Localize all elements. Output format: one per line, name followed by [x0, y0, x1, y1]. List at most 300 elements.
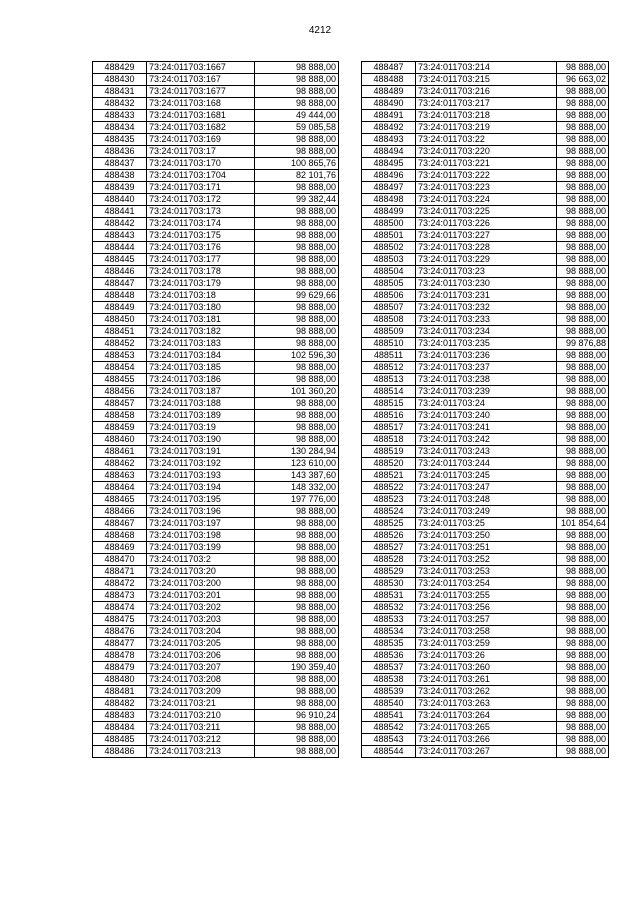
cadastral-value: 98 888,00: [557, 290, 609, 302]
cadastral-value: 98 888,00: [557, 278, 609, 290]
cadastral-number: 73:24:011703:167: [147, 74, 255, 86]
row-number: 488491: [362, 110, 416, 122]
cadastral-number: 73:24:011703:261: [416, 674, 557, 686]
cadastral-value: 98 888,00: [255, 422, 339, 434]
cadastral-number: 73:24:011703:198: [147, 530, 255, 542]
cadastral-number: 73:24:011703:232: [416, 302, 557, 314]
cadastral-value: 101 360,20: [255, 386, 339, 398]
row-number: 488464: [93, 482, 147, 494]
row-number: 488517: [362, 422, 416, 434]
cadastral-number: 73:24:011703:174: [147, 218, 255, 230]
row-number: 488495: [362, 158, 416, 170]
cadastral-number: 73:24:011703:254: [416, 578, 557, 590]
row-number: 488450: [93, 314, 147, 326]
row-number: 488455: [93, 374, 147, 386]
cadastral-value: 143 387,60: [255, 470, 339, 482]
cadastral-value: 99 382,44: [255, 194, 339, 206]
table-row: [93, 602, 339, 614]
cadastral-number: 73:24:011703:247: [416, 482, 557, 494]
row-number: 488463: [93, 470, 147, 482]
table-row: [93, 290, 339, 302]
cadastral-number: 73:24:011703:180: [147, 302, 255, 314]
cadastral-value: 98 888,00: [255, 434, 339, 446]
cadastral-value: 98 888,00: [255, 518, 339, 530]
cadastral-value: 98 888,00: [255, 230, 339, 242]
row-number: 488479: [93, 662, 147, 674]
row-number: 488494: [362, 146, 416, 158]
table-row: [362, 686, 609, 698]
row-number: 488490: [362, 98, 416, 110]
table-row: [93, 398, 339, 410]
cadastral-value: 98 888,00: [557, 302, 609, 314]
table-row: [362, 266, 609, 278]
table-row: [362, 374, 609, 386]
row-number: 488445: [93, 254, 147, 266]
table-row: [362, 242, 609, 254]
cadastral-number: 73:24:011703:214: [416, 62, 557, 74]
cadastral-number: 73:24:011703:208: [147, 674, 255, 686]
cadastral-value: 98 888,00: [557, 710, 609, 722]
cadastral-value: 98 888,00: [557, 698, 609, 710]
table-row: [362, 662, 609, 674]
row-number: 488489: [362, 86, 416, 98]
row-number: 488519: [362, 446, 416, 458]
cadastral-value: 98 888,00: [557, 662, 609, 674]
cadastral-number: 73:24:011703:176: [147, 242, 255, 254]
table-row: [93, 422, 339, 434]
cadastral-value: 98 888,00: [255, 614, 339, 626]
row-number: 488487: [362, 62, 416, 74]
cadastral-value: 98 888,00: [557, 206, 609, 218]
cadastral-number: 73:24:011703:209: [147, 686, 255, 698]
cadastral-number: 73:24:011703:1682: [147, 122, 255, 134]
table-row: [93, 110, 339, 122]
table-row: [93, 650, 339, 662]
cadastral-number: 73:24:011703:235: [416, 338, 557, 350]
table-row: [362, 482, 609, 494]
table-row: [93, 470, 339, 482]
row-number: 488482: [93, 698, 147, 710]
cadastral-value: 98 888,00: [557, 614, 609, 626]
cadastral-number: 73:24:011703:24: [416, 398, 557, 410]
table-row: [93, 374, 339, 386]
cadastral-number: 73:24:011703:263: [416, 698, 557, 710]
cadastral-number: 73:24:011703:2: [147, 554, 255, 566]
cadastral-value: 98 888,00: [255, 146, 339, 158]
row-number: 488506: [362, 290, 416, 302]
cadastral-value: 98 888,00: [255, 590, 339, 602]
cadastral-number: 73:24:011703:255: [416, 590, 557, 602]
cadastral-number: 73:24:011703:184: [147, 350, 255, 362]
table-row: [93, 326, 339, 338]
table-row: [93, 146, 339, 158]
cadastral-number: 73:24:011703:228: [416, 242, 557, 254]
cadastral-number: 73:24:011703:253: [416, 566, 557, 578]
cadastral-value: 98 888,00: [557, 62, 609, 74]
cadastral-number: 73:24:011703:241: [416, 422, 557, 434]
row-number: 488501: [362, 230, 416, 242]
row-number: 488515: [362, 398, 416, 410]
row-number: 488513: [362, 374, 416, 386]
row-number: 488431: [93, 86, 147, 98]
table-row: [93, 638, 339, 650]
row-number: 488508: [362, 314, 416, 326]
cadastral-number: 73:24:011703:189: [147, 410, 255, 422]
table-row: [362, 746, 609, 758]
cadastral-number: 73:24:011703:18: [147, 290, 255, 302]
cadastral-number: 73:24:011703:259: [416, 638, 557, 650]
cadastral-value: 98 888,00: [557, 530, 609, 542]
cadastral-number: 73:24:011703:22: [416, 134, 557, 146]
row-number: 488433: [93, 110, 147, 122]
cadastral-value: 98 888,00: [557, 482, 609, 494]
row-number: 488430: [93, 74, 147, 86]
table-row: [93, 734, 339, 746]
cadastral-value: 98 888,00: [255, 638, 339, 650]
cadastral-number: 73:24:011703:200: [147, 578, 255, 590]
table-row: [362, 182, 609, 194]
cadastral-value: 98 888,00: [255, 218, 339, 230]
cadastral-number: 73:24:011703:222: [416, 170, 557, 182]
table-row: [362, 710, 609, 722]
cadastral-value: 98 888,00: [255, 506, 339, 518]
table-row: [362, 530, 609, 542]
cadastral-number: 73:24:011703:20: [147, 566, 255, 578]
cadastral-number: 73:24:011703:173: [147, 206, 255, 218]
table-row: [362, 422, 609, 434]
cadastral-number: 73:24:011703:169: [147, 134, 255, 146]
cadastral-number: 73:24:011703:236: [416, 350, 557, 362]
row-number: 488481: [93, 686, 147, 698]
row-number: 488442: [93, 218, 147, 230]
row-number: 488469: [93, 542, 147, 554]
table-row: [362, 158, 609, 170]
cadastral-number: 73:24:011703:1681: [147, 110, 255, 122]
table-row: [362, 122, 609, 134]
row-number: 488436: [93, 146, 147, 158]
cadastral-value: 98 888,00: [557, 182, 609, 194]
cadastral-value: 98 888,00: [255, 242, 339, 254]
table-row: [362, 590, 609, 602]
table-row: [93, 530, 339, 542]
cadastral-value: 98 888,00: [255, 542, 339, 554]
row-number: 488444: [93, 242, 147, 254]
cadastral-value: 98 888,00: [255, 278, 339, 290]
cadastral-number: 73:24:011703:223: [416, 182, 557, 194]
row-number: 488473: [93, 590, 147, 602]
cadastral-number: 73:24:011703:244: [416, 458, 557, 470]
row-number: 488514: [362, 386, 416, 398]
cadastral-value: 98 888,00: [255, 182, 339, 194]
table-row: [362, 290, 609, 302]
row-number: 488492: [362, 122, 416, 134]
table-row: [93, 230, 339, 242]
table-row: [93, 554, 339, 566]
cadastral-number: 73:24:011703:220: [416, 146, 557, 158]
cadastral-number: 73:24:011703:265: [416, 722, 557, 734]
cadastral-number: 73:24:011703:219: [416, 122, 557, 134]
cadastral-value: 98 888,00: [557, 98, 609, 110]
cadastral-number: 73:24:011703:19: [147, 422, 255, 434]
row-number: 488465: [93, 494, 147, 506]
cadastral-value: 98 888,00: [557, 542, 609, 554]
cadastral-value: 98 888,00: [255, 398, 339, 410]
cadastral-value: 197 776,00: [255, 494, 339, 506]
row-number: 488534: [362, 626, 416, 638]
cadastral-value: 98 888,00: [557, 458, 609, 470]
row-number: 488478: [93, 650, 147, 662]
cadastral-number: 73:24:011703:26: [416, 650, 557, 662]
table-row: [362, 638, 609, 650]
table-row: [93, 206, 339, 218]
cadastral-value: 98 888,00: [557, 194, 609, 206]
cadastral-value: 98 888,00: [557, 446, 609, 458]
cadastral-value: 98 888,00: [557, 230, 609, 242]
table-row: [362, 578, 609, 590]
cadastral-number: 73:24:011703:205: [147, 638, 255, 650]
cadastral-value: 98 888,00: [557, 134, 609, 146]
row-number: 488522: [362, 482, 416, 494]
table-row: [362, 314, 609, 326]
row-number: 488458: [93, 410, 147, 422]
row-number: 488507: [362, 302, 416, 314]
table-row: [93, 278, 339, 290]
cadastral-number: 73:24:011703:177: [147, 254, 255, 266]
right-register-table: [361, 61, 609, 758]
cadastral-value: 98 888,00: [557, 362, 609, 374]
row-number: 488459: [93, 422, 147, 434]
cadastral-number: 73:24:011703:182: [147, 326, 255, 338]
table-row: [93, 542, 339, 554]
cadastral-number: 73:24:011703:199: [147, 542, 255, 554]
cadastral-value: 98 888,00: [255, 722, 339, 734]
cadastral-value: 98 888,00: [255, 734, 339, 746]
cadastral-value: 49 444,00: [255, 110, 339, 122]
cadastral-value: 98 888,00: [557, 326, 609, 338]
cadastral-number: 73:24:011703:264: [416, 710, 557, 722]
row-number: 488543: [362, 734, 416, 746]
cadastral-value: 130 284,94: [255, 446, 339, 458]
cadastral-value: 99 629,66: [255, 290, 339, 302]
table-row: [362, 698, 609, 710]
cadastral-number: 73:24:011703:170: [147, 158, 255, 170]
cadastral-value: 98 888,00: [557, 746, 609, 758]
cadastral-number: 73:24:011703:183: [147, 338, 255, 350]
right-table-body: [362, 62, 609, 758]
table-row: [93, 314, 339, 326]
cadastral-number: 73:24:011703:260: [416, 662, 557, 674]
table-row: [362, 326, 609, 338]
row-number: 488443: [93, 230, 147, 242]
table-row: [362, 98, 609, 110]
cadastral-value: 98 888,00: [255, 530, 339, 542]
cadastral-value: 190 359,40: [255, 662, 339, 674]
cadastral-value: 98 888,00: [255, 602, 339, 614]
row-number: 488452: [93, 338, 147, 350]
table-row: [93, 302, 339, 314]
cadastral-value: 96 663,02: [557, 74, 609, 86]
cadastral-value: 98 888,00: [557, 398, 609, 410]
row-number: 488520: [362, 458, 416, 470]
cadastral-number: 73:24:011703:190: [147, 434, 255, 446]
cadastral-number: 73:24:011703:201: [147, 590, 255, 602]
cadastral-value: 98 888,00: [255, 302, 339, 314]
cadastral-value: 98 888,00: [557, 686, 609, 698]
table-row: [93, 170, 339, 182]
cadastral-value: 98 888,00: [557, 218, 609, 230]
row-number: 488498: [362, 194, 416, 206]
cadastral-value: 98 888,00: [255, 62, 339, 74]
row-number: 488474: [93, 602, 147, 614]
cadastral-number: 73:24:011703:231: [416, 290, 557, 302]
cadastral-number: 73:24:011703:239: [416, 386, 557, 398]
cadastral-number: 73:24:011703:172: [147, 194, 255, 206]
cadastral-value: 98 888,00: [255, 338, 339, 350]
cadastral-number: 73:24:011703:181: [147, 314, 255, 326]
cadastral-number: 73:24:011703:230: [416, 278, 557, 290]
row-number: 488516: [362, 410, 416, 422]
row-number: 488475: [93, 614, 147, 626]
cadastral-value: 98 888,00: [255, 674, 339, 686]
cadastral-number: 73:24:011703:250: [416, 530, 557, 542]
cadastral-number: 73:24:011703:203: [147, 614, 255, 626]
table-row: [362, 614, 609, 626]
cadastral-value: 98 888,00: [557, 602, 609, 614]
table-row: [93, 590, 339, 602]
cadastral-value: 98 888,00: [255, 74, 339, 86]
cadastral-number: 73:24:011703:216: [416, 86, 557, 98]
cadastral-number: 73:24:011703:193: [147, 470, 255, 482]
cadastral-value: 98 888,00: [557, 650, 609, 662]
cadastral-value: 98 888,00: [255, 746, 339, 758]
table-row: [93, 362, 339, 374]
page-number: 4212: [308, 25, 332, 36]
table-row: [93, 458, 339, 470]
left-table-body: [93, 62, 339, 758]
cadastral-number: 73:24:011703:207: [147, 662, 255, 674]
cadastral-value: 100 865,76: [255, 158, 339, 170]
cadastral-number: 73:24:011703:240: [416, 410, 557, 422]
cadastral-value: 98 888,00: [557, 590, 609, 602]
cadastral-number: 73:24:011703:23: [416, 266, 557, 278]
cadastral-value: 98 888,00: [255, 86, 339, 98]
table-row: [362, 566, 609, 578]
cadastral-value: 98 888,00: [255, 362, 339, 374]
cadastral-number: 73:24:011703:243: [416, 446, 557, 458]
table-row: [93, 62, 339, 74]
row-number: 488460: [93, 434, 147, 446]
cadastral-number: 73:24:011703:234: [416, 326, 557, 338]
cadastral-value: 98 888,00: [557, 122, 609, 134]
table-row: [93, 350, 339, 362]
row-number: 488472: [93, 578, 147, 590]
cadastral-value: 98 888,00: [557, 374, 609, 386]
row-number: 488528: [362, 554, 416, 566]
row-number: 488503: [362, 254, 416, 266]
table-row: [362, 494, 609, 506]
row-number: 488536: [362, 650, 416, 662]
row-number: 488486: [93, 746, 147, 758]
table-row: [93, 122, 339, 134]
row-number: 488505: [362, 278, 416, 290]
row-number: 488526: [362, 530, 416, 542]
table-row: [93, 446, 339, 458]
row-number: 488451: [93, 326, 147, 338]
table-row: [93, 662, 339, 674]
cadastral-value: 98 888,00: [557, 146, 609, 158]
table-row: [362, 302, 609, 314]
table-row: [362, 734, 609, 746]
cadastral-number: 73:24:011703:17: [147, 146, 255, 158]
cadastral-number: 73:24:011703:175: [147, 230, 255, 242]
row-number: 488542: [362, 722, 416, 734]
cadastral-number: 73:24:011703:245: [416, 470, 557, 482]
row-number: 488499: [362, 206, 416, 218]
table-row: [362, 86, 609, 98]
table-row: [93, 254, 339, 266]
table-row: [362, 650, 609, 662]
row-number: 488462: [93, 458, 147, 470]
cadastral-number: 73:24:011703:256: [416, 602, 557, 614]
table-row: [362, 278, 609, 290]
row-number: 488524: [362, 506, 416, 518]
cadastral-value: 98 888,00: [557, 734, 609, 746]
cadastral-value: 98 888,00: [557, 722, 609, 734]
table-row: [93, 518, 339, 530]
cadastral-value: 98 888,00: [557, 578, 609, 590]
row-number: 488448: [93, 290, 147, 302]
cadastral-number: 73:24:011703:213: [147, 746, 255, 758]
table-row: [93, 242, 339, 254]
cadastral-value: 98 888,00: [557, 314, 609, 326]
row-number: 488496: [362, 170, 416, 182]
row-number: 488437: [93, 158, 147, 170]
cadastral-number: 73:24:011703:196: [147, 506, 255, 518]
cadastral-value: 98 888,00: [557, 506, 609, 518]
table-row: [362, 194, 609, 206]
cadastral-number: 73:24:011703:1667: [147, 62, 255, 74]
cadastral-value: 102 596,30: [255, 350, 339, 362]
cadastral-value: 98 888,00: [255, 686, 339, 698]
cadastral-value: 98 888,00: [557, 350, 609, 362]
cadastral-value: 123 610,00: [255, 458, 339, 470]
cadastral-value: 148 332,00: [255, 482, 339, 494]
table-row: [362, 446, 609, 458]
cadastral-value: 98 888,00: [255, 98, 339, 110]
row-number: 488532: [362, 602, 416, 614]
table-row: [362, 206, 609, 218]
row-number: 488461: [93, 446, 147, 458]
row-number: 488466: [93, 506, 147, 518]
row-number: 488538: [362, 674, 416, 686]
cadastral-number: 73:24:011703:168: [147, 98, 255, 110]
table-row: [93, 194, 339, 206]
cadastral-number: 73:24:011703:179: [147, 278, 255, 290]
cadastral-value: 98 888,00: [255, 698, 339, 710]
table-row: [362, 626, 609, 638]
table-row: [93, 614, 339, 626]
cadastral-value: 101 854,64: [557, 518, 609, 530]
cadastral-number: 73:24:011703:233: [416, 314, 557, 326]
table-row: [93, 158, 339, 170]
row-number: 488440: [93, 194, 147, 206]
table-row: [362, 230, 609, 242]
row-number: 488468: [93, 530, 147, 542]
row-number: 488429: [93, 62, 147, 74]
cadastral-number: 73:24:011703:267: [416, 746, 557, 758]
cadastral-number: 73:24:011703:262: [416, 686, 557, 698]
row-number: 488518: [362, 434, 416, 446]
